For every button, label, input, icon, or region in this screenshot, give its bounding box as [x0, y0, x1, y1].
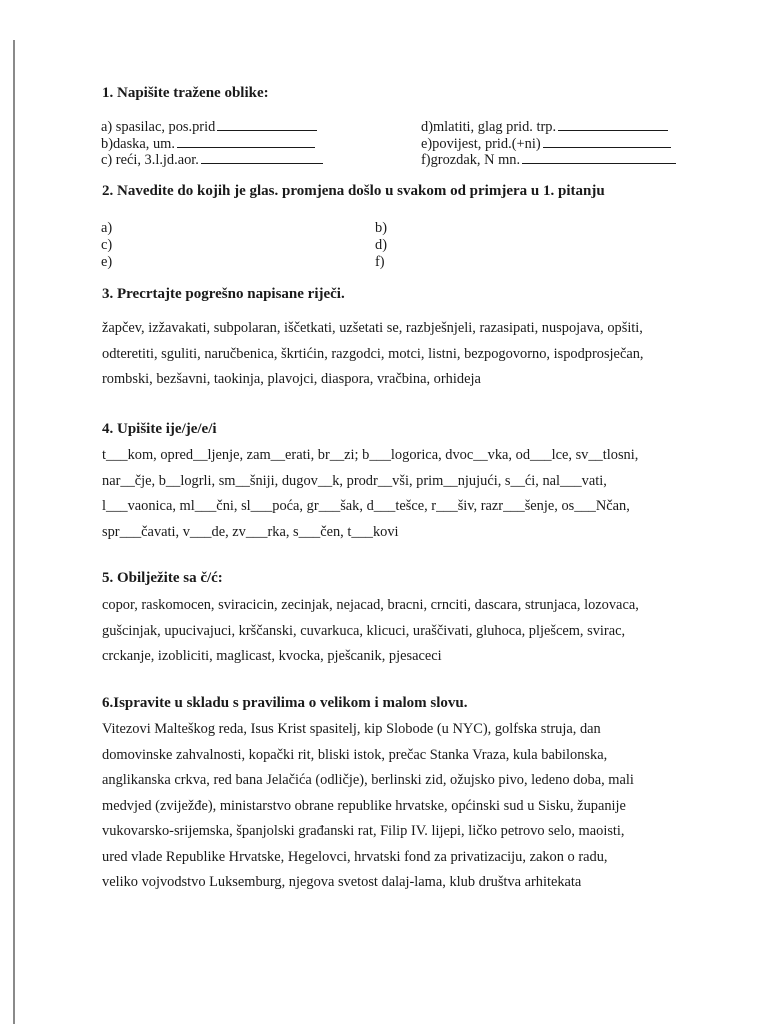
q6-line-3: anglikanska crkva, red bana Jelačića (odličje), berlinski zid, ožujsko pivo, ledeno doba, mali	[102, 772, 634, 788]
q4-title: 4. Upišite ije/je/e/i	[102, 421, 217, 437]
q5-word-list	[102, 593, 702, 670]
q3-line-1: žapčev, izžavakati, subpolaran, iščetkati, uzšetati se, razbješnjeli, razasipati, nuspojava, opšiti,	[102, 320, 643, 336]
q6-line-7: veliko vojvodstvo Luksemburg, njegova svetost dalaj-lama, klub društva arhitekata	[102, 874, 582, 890]
q5-line-2: gušcinjak, upucivajuci, krščanski, cuvarkuca, klicuci, uraščivati, gluhoca, plješcem, svirac,	[102, 622, 626, 639]
q1-item-d-blank[interactable]	[558, 129, 668, 131]
q6-line-4: medvjed (zviježđe), ministarstvo obrane republike hrvatske, općinski sud u Sisku, županije	[102, 797, 626, 814]
q1-title: 1. Napišite tražene oblike:	[102, 85, 269, 101]
q3-title: 3. Precrtajte pogrešno napisane riječi.	[102, 286, 345, 302]
q3-line-3: rombski, bezšavni, taokinja, plavojci, diaspora, vračbina, orhideja	[102, 371, 481, 387]
q2-label-a: a)	[101, 220, 113, 236]
q4-line-4: spr___čavati, v___de, zv___rka, s___čen, t___kovi	[102, 523, 399, 540]
q1-item-f-label: f)grozdak, N mn.	[421, 152, 521, 168]
q4-line-1: t___kom, opred__ljenje, zam__erati, br__zi; b___logorica, dvoc__vka, od___lce, sv__tlosni,	[102, 447, 639, 463]
q2-label-d: d)	[375, 237, 387, 253]
q1-item-c	[101, 152, 323, 169]
q2-label-b: b)	[375, 220, 387, 236]
q3-word-list	[102, 316, 702, 393]
q6-line-5: vukovarsko-srijemska, španjolski građanski rat, Filip IV. lijepi, ličko petrovo selo, maoisti,	[102, 823, 625, 839]
q1-item-e-label: e)povijest, prid.(+ni)	[421, 136, 541, 152]
q1-item-f-blank[interactable]	[522, 162, 676, 164]
q1-item-a	[101, 119, 317, 136]
q6-text	[102, 717, 702, 896]
q1-item-d-label: d)mlatiti, glag prid. trp.	[421, 119, 557, 135]
q1-item-a-label: a) spasilac, pos.prid	[101, 119, 216, 135]
q2-label-c: c)	[101, 237, 113, 253]
q5-title: 5. Obilježite sa č/ć:	[102, 570, 223, 586]
left-margin-line	[13, 40, 15, 1024]
q6-title: 6.Ispravite u skladu s pravilima o velikom i malom slovu.	[102, 695, 468, 711]
q1-item-b	[101, 136, 315, 153]
q4-word-list	[102, 443, 702, 545]
q4-line-2: nar__čje, b__logrli, sm__šniji, dugov__k, prodr__vši, prim__njujući, s__ći, nal___vati,	[102, 472, 607, 489]
q1-item-d	[421, 119, 668, 136]
q2-title: 2. Navedite do kojih je glas. promjena došlo u svakom od primjera u 1. pitanju	[102, 183, 605, 199]
q1-item-f	[421, 152, 676, 169]
q4-line-3: l___vaonica, ml___čni, sl___poća, gr___šak, d___tešce, r___šiv, razr___šenje, os___Nčan,	[102, 498, 630, 514]
q6-line-6: ured vlade Republike Hrvatske, Hegelovci, hrvatski fond za privatizaciju, zakon o radu,	[102, 848, 608, 865]
q1-item-e	[421, 136, 671, 153]
q6-line-1: Vitezovi Malteškog reda, Isus Krist spasitelj, kip Slobode (u NYC), golfska struja, dan	[102, 721, 601, 737]
q1-item-e-blank[interactable]	[543, 146, 671, 148]
q5-line-1: copor, raskomocen, sviracicin, zecinjak, nejacad, bracni, crnciti, dascara, strunjaca, lozovaca,	[102, 597, 639, 613]
q2-label-f: f)	[375, 254, 385, 270]
q1-item-b-blank[interactable]	[177, 146, 315, 148]
q3-line-2: odteretiti, sguliti, naručbenica, škrtićin, razgodci, motci, listni, bezpogovorno, ispodprosječan,	[102, 345, 644, 362]
q1-item-b-label: b)daska, um.	[101, 136, 175, 152]
q5-line-3: crckanje, izobliciti, maglicast, kvocka, pješcanik, pjesaceci	[102, 648, 442, 664]
q2-label-e: e)	[101, 254, 113, 270]
q1-item-c-label: c) reći, 3.l.jd.aor.	[101, 152, 199, 168]
q1-item-c-blank[interactable]	[201, 162, 323, 164]
q1-item-a-blank[interactable]	[217, 129, 317, 131]
q6-line-2: domovinske zahvalnosti, kopački rit, bliski istok, prečac Stanka Vraza, kula babilonska,	[102, 746, 608, 763]
